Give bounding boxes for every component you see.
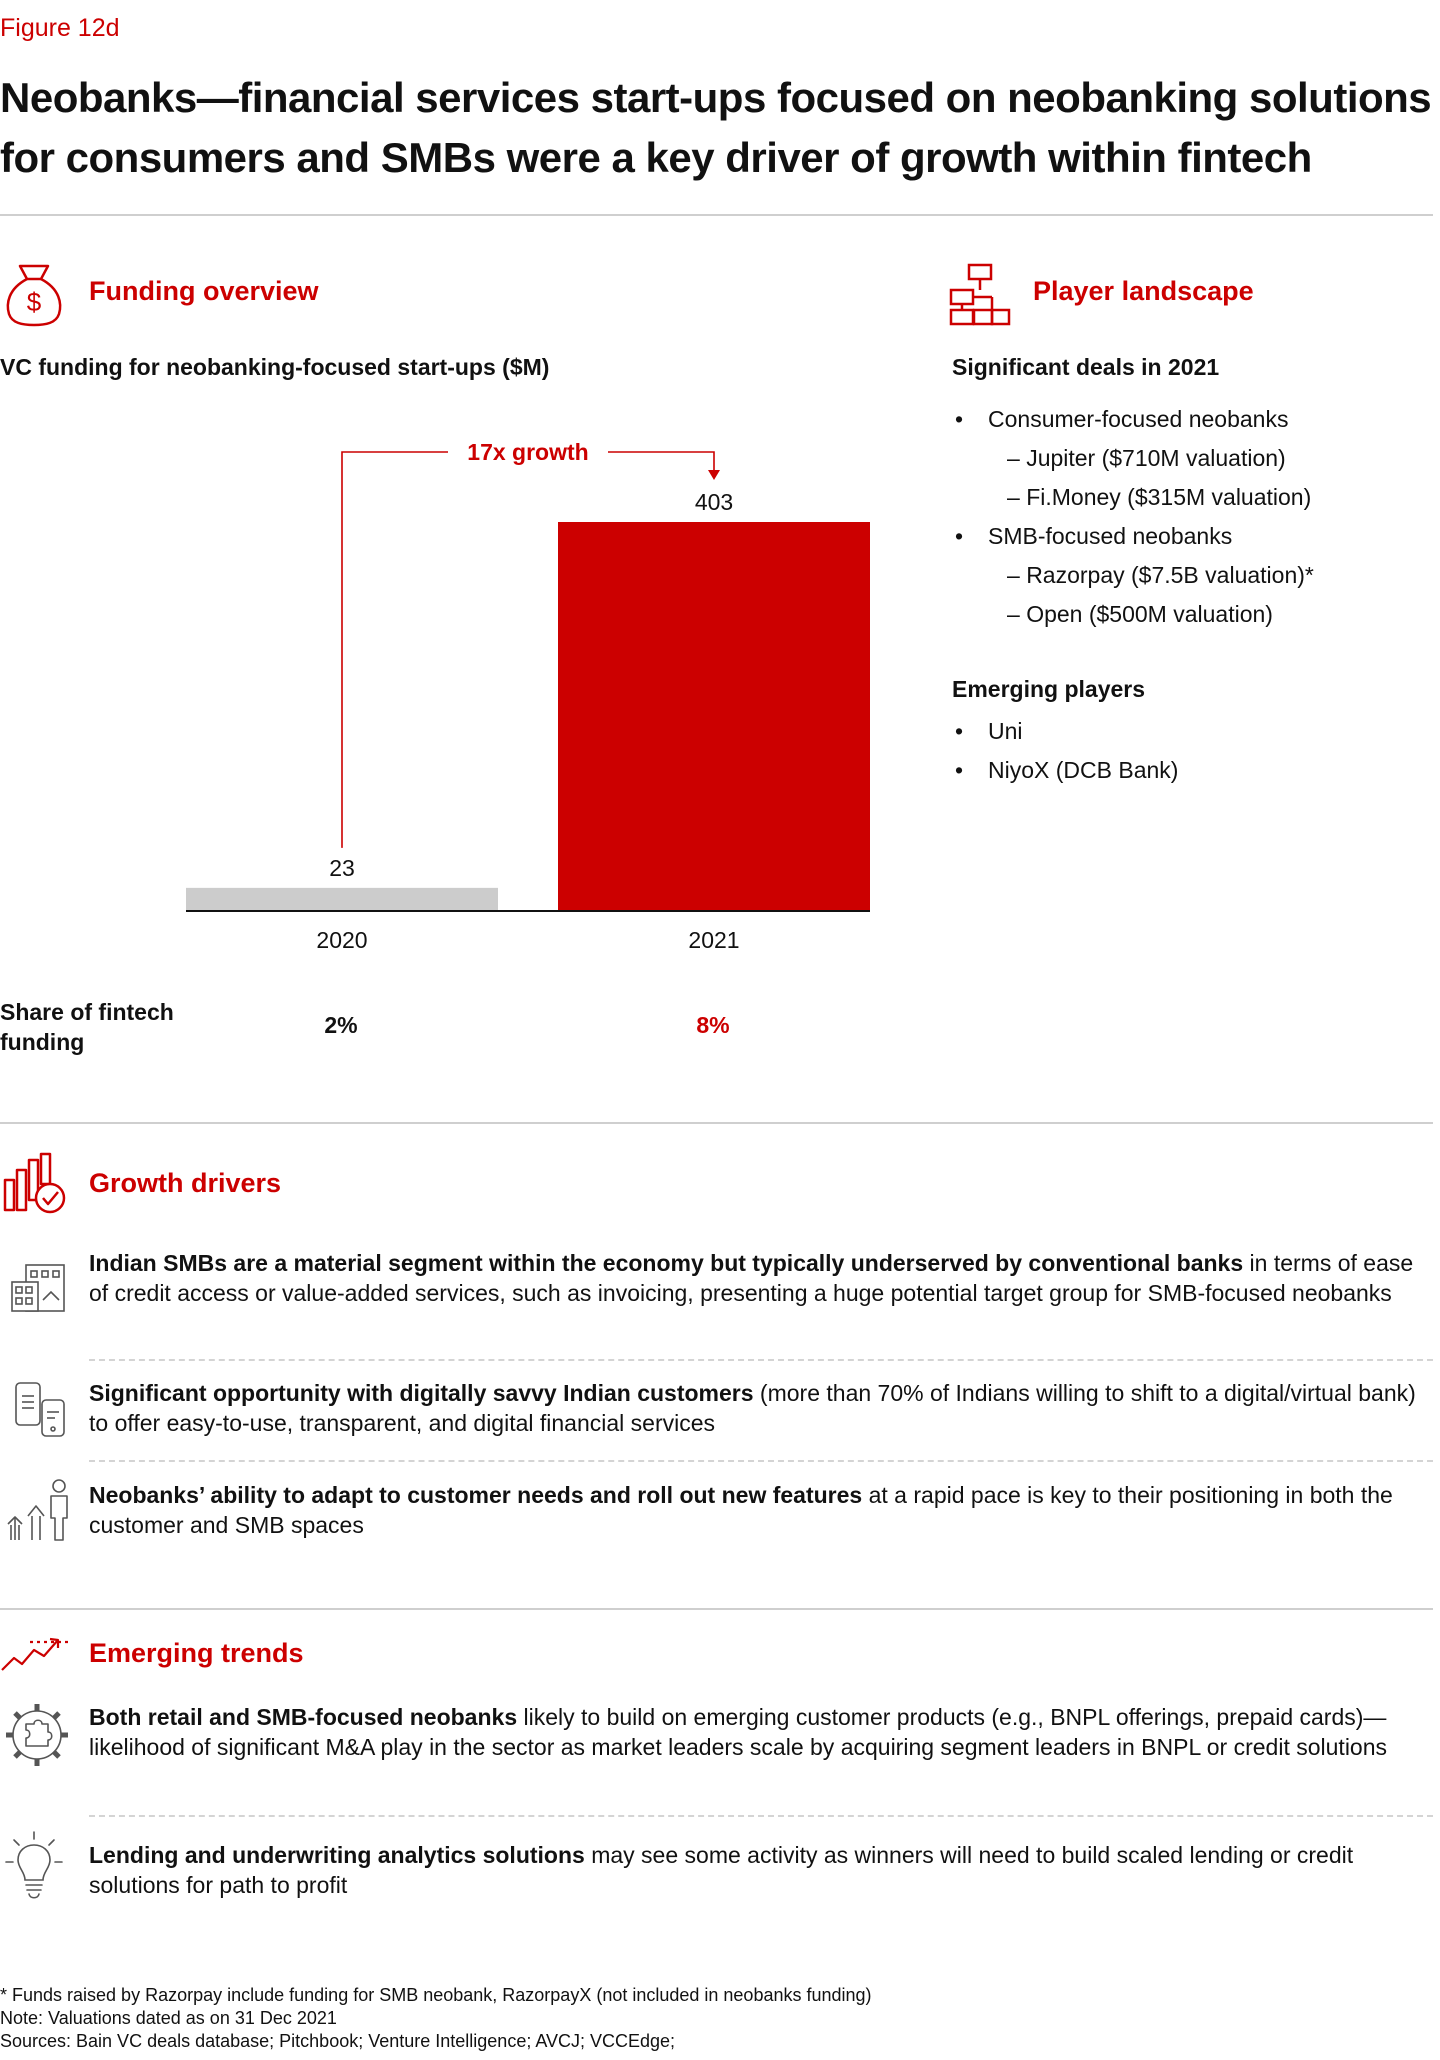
section-divider bbox=[0, 1608, 1433, 1610]
growth-annotation: 17x growth bbox=[467, 439, 589, 465]
trend-bold: Lending and underwriting analytics solutions bbox=[89, 1842, 585, 1868]
share-value-2021: 8% bbox=[696, 1012, 730, 1038]
dashed-divider bbox=[89, 1815, 1433, 1817]
growth-bracket-left bbox=[342, 452, 448, 848]
bar-2020 bbox=[186, 888, 498, 910]
growth-bracket-right bbox=[608, 452, 714, 472]
growth-driver-item bbox=[89, 1248, 1429, 1308]
growth-driver-bold: Neobanks’ ability to adapt to customer needs and roll out new features bbox=[89, 1482, 863, 1508]
deal-item: • SMB-focused neobanks bbox=[952, 517, 1432, 556]
money-bag-icon bbox=[4, 262, 64, 328]
trend-up-icon bbox=[0, 1632, 72, 1674]
deal-item: • Consumer-focused neobanks bbox=[952, 400, 1432, 439]
buildings-icon bbox=[10, 1262, 66, 1314]
funding-section-title: Funding overview bbox=[89, 276, 319, 306]
lightbulb-icon bbox=[4, 1830, 64, 1902]
value-label-2021: 403 bbox=[694, 489, 734, 515]
funding-bar-chart bbox=[0, 420, 900, 960]
mobile-devices-icon bbox=[12, 1380, 68, 1438]
player-section-title: Player landscape bbox=[1033, 276, 1254, 306]
header-divider bbox=[0, 214, 1433, 216]
trend-text: likely to build on emerging customer products (e.g., BNPL offerings, prepaid cards)—likelihood of significant M&A play in the sector as market leaders scale by acquiring segment leaders in BNPL or credit solutions bbox=[89, 1704, 1388, 1760]
person-growth-icon bbox=[4, 1478, 70, 1542]
emerging-players-list bbox=[952, 712, 1432, 790]
deals-list bbox=[952, 400, 1432, 634]
trend-item bbox=[89, 1840, 1429, 1900]
trend-item bbox=[89, 1702, 1429, 1762]
share-value-2020: 2% bbox=[324, 1012, 358, 1038]
trend-text: may see some activity as winners will need to build scaled lending or credit solutions for path to profit bbox=[89, 1842, 1354, 1898]
deal-subitem: – Razorpay ($7.5B valuation)* bbox=[952, 556, 1432, 595]
category-label-2020: 2020 bbox=[316, 927, 368, 953]
trend-bold: Both retail and SMB-focused neobanks bbox=[89, 1704, 518, 1730]
trends-section-title: Emerging trends bbox=[89, 1638, 304, 1668]
growth-driver-text: in terms of ease of credit access or value-added services, such as invoicing, presenting a huge potential target group for SMB-focused neobanks bbox=[89, 1250, 1414, 1306]
deal-subitem: – Fi.Money ($315M valuation) bbox=[952, 478, 1432, 517]
puzzle-gear-icon bbox=[2, 1700, 72, 1770]
value-label-2020: 23 bbox=[329, 854, 355, 881]
section-divider bbox=[0, 1122, 1433, 1124]
dashed-divider bbox=[89, 1460, 1433, 1462]
emerging-player-item: • NiyoX (DCB Bank) bbox=[952, 751, 1432, 790]
footnotes bbox=[0, 1984, 872, 2053]
dashed-divider bbox=[89, 1359, 1433, 1361]
chart-title: VC funding for neobanking-focused start-ups ($M) bbox=[0, 354, 550, 380]
growth-driver-text: at a rapid pace is key to their positioning in both the customer and SMB spaces bbox=[89, 1482, 1393, 1538]
figure-label: Figure 12d bbox=[0, 14, 120, 42]
emerging-player-item: • Uni bbox=[952, 712, 1432, 751]
footnote: Note: Valuations dated as on 31 Dec 2021 bbox=[0, 2008, 337, 2028]
footnote: Sources: Bain VC deals database; Pitchbook; Venture Intelligence; AVCJ; VCCEdge; bbox=[0, 2031, 676, 2051]
deal-subitem: – Jupiter ($710M valuation) bbox=[952, 439, 1432, 478]
deal-subitem: – Open ($500M valuation) bbox=[952, 595, 1432, 634]
page-title: Neobanks—financial services start-ups focused on neobanking solutions for consumers and SMBs were a key driver of growth within fintech bbox=[0, 74, 1432, 181]
growth-arrowhead bbox=[708, 470, 720, 480]
growth-driver-item bbox=[89, 1480, 1429, 1540]
growth-driver-bold: Indian SMBs are a material segment within the economy but typically underserved by conventional banks bbox=[89, 1250, 1244, 1276]
growth-driver-item bbox=[89, 1378, 1429, 1438]
category-label-2021: 2021 bbox=[688, 927, 740, 953]
org-chart-icon bbox=[948, 262, 1012, 326]
growth-driver-bold: Significant opportunity with digitally savvy Indian customers bbox=[89, 1380, 754, 1406]
emerging-players-title: Emerging players bbox=[952, 676, 1146, 702]
growth-section-title: Growth drivers bbox=[89, 1168, 282, 1198]
bar-chart-check-icon bbox=[2, 1152, 70, 1216]
bar-2021 bbox=[558, 522, 870, 910]
growth-driver-text: (more than 70% of Indians willing to shift to a digital/virtual bank) to offer easy-to-use, transparent, and digital financial services bbox=[89, 1380, 1416, 1436]
svg-text:$: $ bbox=[26, 287, 42, 317]
deals-title: Significant deals in 2021 bbox=[952, 354, 1220, 380]
share-label: Share of fintech funding bbox=[0, 999, 174, 1055]
footnote: * Funds raised by Razorpay include funding for SMB neobank, RazorpayX (not included in neobanks funding) bbox=[0, 1985, 872, 2005]
